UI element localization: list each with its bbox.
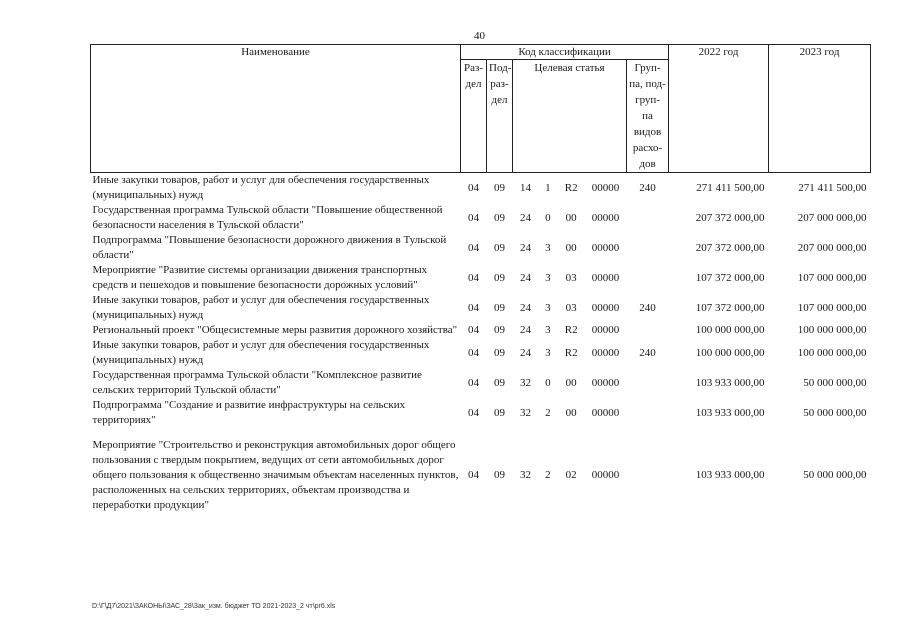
target-direction: 00000 xyxy=(591,301,620,314)
row-subsection: 09 xyxy=(494,271,505,284)
target-direction: 00000 xyxy=(591,469,620,481)
row-target-article xyxy=(513,338,627,368)
row-expense-group xyxy=(627,323,669,338)
row-subsection: 09 xyxy=(494,324,505,336)
target-event: 00 xyxy=(565,241,577,254)
target-subprogram: 3 xyxy=(545,301,551,314)
row-expense-group: 240 xyxy=(639,301,656,314)
target-program: 24 xyxy=(520,346,531,359)
row-amount-2023: 100 000 000,00 xyxy=(797,324,867,336)
row-expense-group xyxy=(627,233,669,263)
target-event: 00 xyxy=(565,406,577,419)
row-expense-group: 240 xyxy=(639,346,656,359)
target-event: 02 xyxy=(565,469,577,481)
target-direction: 00000 xyxy=(591,406,620,419)
page-number: 40 xyxy=(474,30,485,42)
row-target-article xyxy=(513,173,627,204)
row-subsection: 09 xyxy=(494,376,505,389)
target-subprogram: 2 xyxy=(545,469,551,481)
row-section: 04 xyxy=(468,241,479,254)
target-program: 24 xyxy=(520,324,531,336)
target-event: R2 xyxy=(564,181,578,194)
row-name: Подпрограмма "Создание и развитие инфраструктуры на сельских территориях" xyxy=(92,399,406,426)
row-amount-2023: 107 000 000,00 xyxy=(797,271,867,284)
target-event: 00 xyxy=(565,376,577,389)
target-event: R2 xyxy=(564,324,578,336)
target-event: R2 xyxy=(564,346,578,359)
row-expense-group xyxy=(627,203,669,233)
row-subsection: 09 xyxy=(494,406,505,419)
row-target-article xyxy=(513,203,627,233)
table-row xyxy=(91,263,871,293)
table-row xyxy=(91,323,871,338)
header-name: Наименование xyxy=(91,45,461,173)
row-name: Мероприятие "Развитие системы организации движения транспортных средств и пешеходов и повышение безопасности дорожных условий" xyxy=(92,264,428,291)
target-direction: 00000 xyxy=(591,324,620,336)
row-target-article xyxy=(513,263,627,293)
row-target-article xyxy=(513,368,627,398)
header-year-2023: 2023 год xyxy=(769,45,871,173)
row-amount-2022: 107 372 000,00 xyxy=(695,301,765,314)
target-subprogram: 3 xyxy=(545,271,551,284)
row-name: Иные закупки товаров, работ и услуг для обеспечения государственных (муниципальных) нужд xyxy=(92,174,430,201)
row-section: 04 xyxy=(468,376,479,389)
target-direction: 00000 xyxy=(591,241,620,254)
header-expense-group: Груп- па, под- груп- па видов расхо- дов xyxy=(627,60,669,173)
target-subprogram: 2 xyxy=(545,406,551,419)
table-row xyxy=(91,233,871,263)
row-amount-2023: 271 411 500,00 xyxy=(798,181,867,194)
row-section: 04 xyxy=(468,181,479,194)
target-direction: 00000 xyxy=(591,376,620,389)
row-target-article xyxy=(513,323,627,338)
table-row xyxy=(91,203,871,233)
table-row xyxy=(91,293,871,323)
row-section: 04 xyxy=(468,301,479,314)
header-year-2022: 2022 год xyxy=(669,45,769,173)
row-expense-group xyxy=(627,368,669,398)
row-target-article xyxy=(513,293,627,323)
row-expense-group: 240 xyxy=(639,181,656,194)
row-amount-2023: 207 000 000,00 xyxy=(797,241,867,254)
row-subsection: 09 xyxy=(494,211,505,224)
table-row xyxy=(91,438,871,513)
footer-file-path: D:\Г\Д7\2021\ЗАКОНЫ\ЗАС_28\Зак_изм. бюджет ТО 2021-2023_2 чт\pr6.xls xyxy=(92,603,336,610)
row-section: 04 xyxy=(468,469,479,481)
row-expense-group xyxy=(627,398,669,428)
row-spacer xyxy=(91,428,871,438)
row-target-article xyxy=(513,233,627,263)
target-subprogram: 3 xyxy=(545,241,551,254)
target-event: 03 xyxy=(565,271,577,284)
row-subsection: 09 xyxy=(494,469,505,481)
row-amount-2022: 207 372 000,00 xyxy=(695,211,765,224)
row-section: 04 xyxy=(468,324,479,336)
target-program: 32 xyxy=(520,376,531,389)
target-subprogram: 3 xyxy=(545,346,551,359)
row-amount-2023: 50 000 000,00 xyxy=(803,406,867,419)
row-amount-2022: 103 933 000,00 xyxy=(695,469,765,481)
target-program: 32 xyxy=(520,406,531,419)
row-amount-2023: 100 000 000,00 xyxy=(797,346,867,359)
row-name: Иные закупки товаров, работ и услуг для обеспечения государственных (муниципальных) нужд xyxy=(92,339,430,366)
target-program: 14 xyxy=(520,181,531,194)
target-subprogram: 0 xyxy=(545,211,551,224)
row-name: Подпрограмма "Повышение безопасности дорожного движения в Тульской области" xyxy=(92,234,447,261)
row-amount-2023: 50 000 000,00 xyxy=(803,469,867,481)
target-event: 00 xyxy=(565,211,577,224)
target-event: 03 xyxy=(565,301,577,314)
row-amount-2022: 100 000 000,00 xyxy=(695,346,765,359)
row-name: Государственная программа Тульской области "Комплексное развитие сельских территорий Тульской области" xyxy=(92,369,422,396)
budget-table xyxy=(90,44,871,513)
row-section: 04 xyxy=(468,406,479,419)
header-section: Раз- дел xyxy=(461,60,487,173)
target-program: 24 xyxy=(520,211,531,224)
target-program: 24 xyxy=(520,241,531,254)
header-subsection: Под- раз- дел xyxy=(487,60,513,173)
row-target-article xyxy=(513,398,627,428)
target-direction: 00000 xyxy=(591,346,620,359)
target-direction: 00000 xyxy=(591,181,620,194)
target-direction: 00000 xyxy=(591,211,620,224)
header-classification-code: Код классификации xyxy=(461,45,669,60)
row-amount-2022: 207 372 000,00 xyxy=(695,241,765,254)
table-body xyxy=(91,173,871,514)
target-subprogram: 1 xyxy=(545,181,551,194)
row-expense-group xyxy=(627,438,669,513)
row-amount-2023: 107 000 000,00 xyxy=(797,301,867,314)
row-subsection: 09 xyxy=(494,301,505,314)
row-amount-2022: 271 411 500,00 xyxy=(696,181,765,194)
target-subprogram: 3 xyxy=(545,324,551,336)
row-name: Иные закупки товаров, работ и услуг для обеспечения государственных (муниципальных) нужд xyxy=(92,294,430,321)
row-section: 04 xyxy=(468,211,479,224)
target-program: 32 xyxy=(520,469,531,481)
table-row xyxy=(91,398,871,428)
row-expense-group xyxy=(627,263,669,293)
row-amount-2023: 50 000 000,00 xyxy=(803,376,867,389)
row-amount-2022: 103 933 000,00 xyxy=(695,376,765,389)
table-row xyxy=(91,338,871,368)
row-subsection: 09 xyxy=(494,181,505,194)
row-subsection: 09 xyxy=(494,346,505,359)
row-amount-2022: 100 000 000,00 xyxy=(695,324,765,336)
row-name: Региональный проект "Общесистемные меры развития дорожного хозяйства" xyxy=(92,324,458,336)
row-amount-2023: 207 000 000,00 xyxy=(797,211,867,224)
row-section: 04 xyxy=(468,346,479,359)
table-row xyxy=(91,173,871,204)
row-name: Мероприятие "Строительство и реконструкция автомобильных дорог общего пользования с твердым покрытием, ведущих от сети автомобильных дорог общего пользования к общественно значимым объектам населенных пунктов, расположенных на сельских территориях, объектам производства и переработки продукции" xyxy=(92,439,459,511)
target-program: 24 xyxy=(520,301,531,314)
row-section: 04 xyxy=(468,271,479,284)
header-target-article: Целевая статья xyxy=(513,60,627,173)
target-direction: 00000 xyxy=(591,271,620,284)
row-amount-2022: 107 372 000,00 xyxy=(695,271,765,284)
target-subprogram: 0 xyxy=(545,376,551,389)
target-program: 24 xyxy=(520,271,531,284)
row-amount-2022: 103 933 000,00 xyxy=(695,406,765,419)
row-subsection: 09 xyxy=(494,241,505,254)
row-target-article xyxy=(513,438,627,513)
table-row xyxy=(91,368,871,398)
row-name: Государственная программа Тульской области "Повышение общественной безопасности населения в Тульской области" xyxy=(92,204,443,231)
